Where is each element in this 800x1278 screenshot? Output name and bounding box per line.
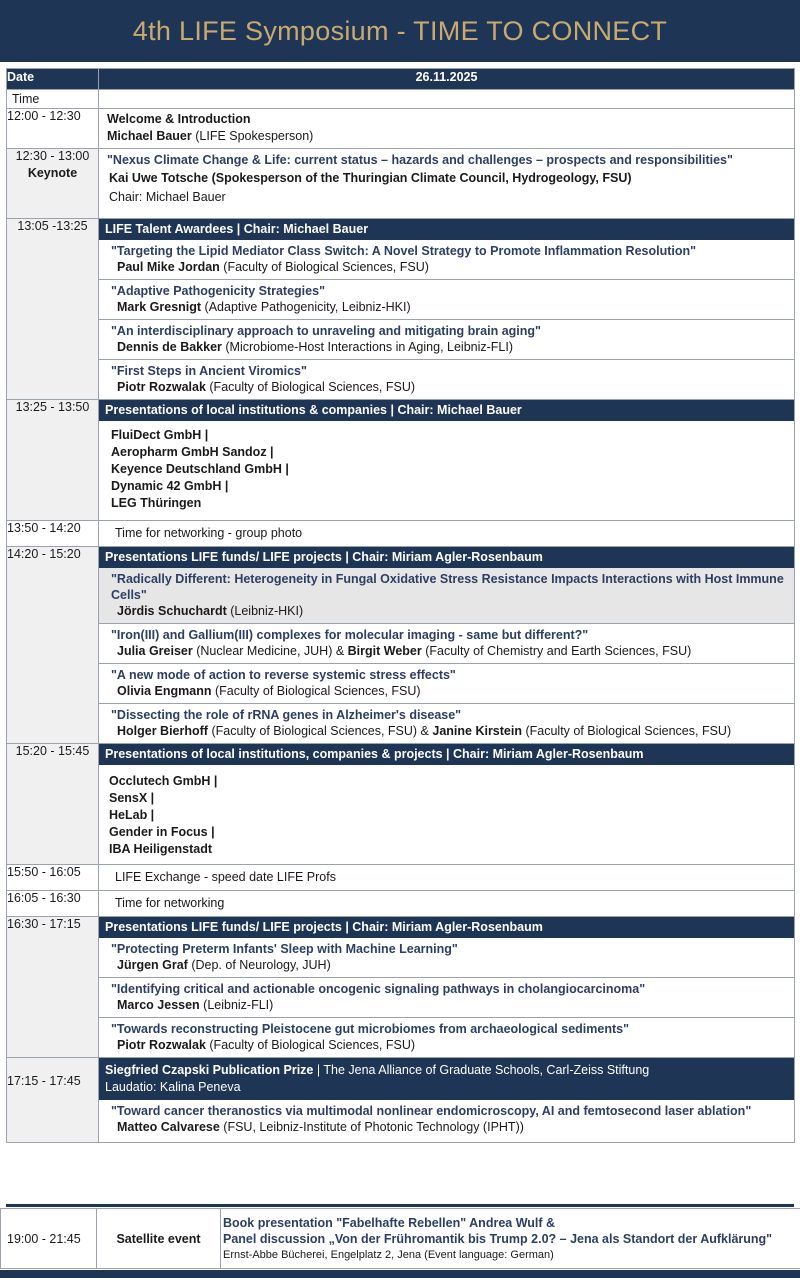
local1-header: Presentations of local institutions & companies | Chair: Michael Bauer	[99, 400, 794, 421]
talk-title: "Protecting Preterm Infants' Sleep with Machine Learning"	[111, 942, 458, 956]
talk-affil: (Faculty of Biological Sciences, FSU)	[522, 724, 732, 738]
institution-item: HeLab |	[109, 808, 155, 822]
talk-speaker: Mark Gresnigt	[117, 300, 202, 314]
satellite-table	[0, 1208, 800, 1269]
row-network1	[7, 521, 795, 547]
talent-talk	[99, 319, 794, 359]
time-keynote: 12:30 - 13:00	[15, 149, 90, 163]
prize-sponsor: | The Jena Alliance of Graduate Schools, Carl-Zeiss Stiftung	[313, 1063, 650, 1077]
institution-item: SensX |	[109, 791, 155, 805]
funds2-header: Presentations LIFE funds/ LIFE projects | Chair: Miriam Agler-Rosenbaum	[99, 917, 794, 938]
prize-laudatio: Laudatio: Kalina Peneva	[105, 1080, 241, 1094]
time-network2: 16:05 - 16:30	[7, 891, 99, 917]
talk-affil: (Nuclear Medicine, JUH) &	[192, 644, 348, 658]
network2-text: Time for networking	[115, 896, 225, 910]
funds1-talk	[99, 568, 794, 623]
talk-speaker: Matteo Calvarese	[117, 1120, 220, 1134]
talk-affil: (Faculty of Biological Sciences, FSU)	[211, 684, 421, 698]
page-header	[0, 0, 800, 62]
time-local1: 13:25 - 13:50	[7, 400, 99, 521]
keynote-chair: Chair: Michael Bauer	[109, 190, 226, 204]
institution-item: Gender in Focus |	[109, 825, 215, 839]
talent-talk	[99, 359, 794, 399]
talk-affil: (FSU, Leibniz-Institute of Photonic Technology (IPHT))	[219, 1120, 524, 1134]
time-welcome: 12:00 - 12:30	[7, 109, 99, 149]
talk-speaker: Dennis de Bakker	[117, 340, 222, 354]
prize-name: Siegfried Czapski Publication Prize	[105, 1063, 314, 1077]
prize-talk	[99, 1100, 794, 1142]
welcome-affil: (LIFE Spokesperson)	[191, 129, 314, 143]
keynote-label: Keynote	[27, 166, 78, 180]
talk-title: "Radically Different: Heterogeneity in Fungal Oxidative Stress Resistance Impacts Interactions with Host Immune Cells"	[111, 572, 784, 602]
talk-title: "Targeting the Lipid Mediator Class Switch: A Novel Strategy to Promote Inflammation Resolution"	[111, 244, 697, 258]
row-keynote	[7, 149, 795, 219]
funds2-talk	[99, 938, 794, 977]
talk-title: "Towards reconstructing Pleistocene gut microbiomes from archaeological sediments"	[111, 1022, 629, 1036]
talk-title: "Dissecting the role of rRNA genes in Alzheimer's disease"	[111, 708, 462, 722]
talk-speaker: Piotr Rozwalak	[117, 1038, 206, 1052]
time-label-row	[7, 90, 795, 109]
talk-speaker: Janine Kirstein	[432, 724, 522, 738]
funds1-talk	[99, 623, 794, 663]
row-welcome	[7, 109, 795, 149]
exchange-text: LIFE Exchange - speed date LIFE Profs	[115, 870, 336, 884]
talk-speaker: Marco Jessen	[117, 998, 200, 1012]
talk-affil: (Faculty of Biological Sciences, FSU)	[205, 1038, 416, 1052]
talent-talk	[99, 240, 794, 279]
time-label: Time	[7, 90, 99, 109]
talk-affil: (Dep. of Neurology, JUH)	[187, 958, 331, 972]
row-funds2	[7, 917, 795, 1058]
date-value: 26.11.2025	[99, 69, 795, 90]
institution-item: IBA Heiligenstadt	[109, 842, 213, 856]
institution-item: FluiDect GmbH |	[111, 428, 209, 442]
institution-item: Keyence Deutschland GmbH |	[111, 462, 289, 476]
institution-item: LEG Thüringen	[111, 496, 202, 510]
talk-affil: (Leibniz-HKI)	[226, 604, 304, 618]
row-network2	[7, 891, 795, 917]
welcome-speaker: Michael Bauer	[107, 129, 192, 143]
talk-speaker: Olivia Engmann	[117, 684, 212, 698]
network1-text: Time for networking - group photo	[115, 526, 303, 540]
talent-talk	[99, 279, 794, 319]
divider	[6, 1204, 794, 1207]
institution-item: Occlutech GmbH |	[109, 774, 218, 788]
institution-item: Dynamic 42 GmbH |	[111, 479, 229, 493]
keynote-title: "Nexus Climate Change & Life: current status – hazards and challenges – prospects and responsibilities"	[107, 153, 733, 167]
row-talent	[7, 219, 795, 400]
welcome-title: Welcome & Introduction	[107, 112, 251, 126]
time-satellite: 19:00 - 21:45	[1, 1209, 97, 1269]
talk-affil: (Faculty of Chemistry and Earth Sciences, FSU)	[421, 644, 692, 658]
talk-title: "First Steps in Ancient Viromics"	[111, 364, 307, 378]
time-exchange: 15:50 - 16:05	[7, 865, 99, 891]
time-funds2: 16:30 - 17:15	[7, 917, 99, 1058]
talk-title: "Identifying critical and actionable oncogenic signaling pathways in cholangiocarcinoma"	[111, 982, 646, 996]
talk-title: "An interdisciplinary approach to unraveling and mitigating brain aging"	[111, 324, 541, 338]
row-local1	[7, 400, 795, 521]
talk-speaker: Piotr Rozwalak	[117, 380, 206, 394]
talent-header: LIFE Talent Awardees | Chair: Michael Bauer	[99, 219, 794, 240]
time-talent: 13:05 -13:25	[7, 219, 99, 400]
talk-affil: (Adaptive Pathogenicity, Leibniz-HKI)	[201, 300, 411, 314]
talk-affil: (Microbiome-Host Interactions in Aging, Leibniz-FLI)	[221, 340, 514, 354]
talk-speaker: Julia Greiser	[117, 644, 193, 658]
talk-speaker: Birgit Weber	[347, 644, 422, 658]
local2-header: Presentations of local institutions, companies & projects | Chair: Miriam Agler-Rosenbaum	[99, 744, 794, 765]
footer-bar	[0, 1270, 800, 1278]
time-local2: 15:20 - 15:45	[7, 744, 99, 865]
time-funds1: 14:20 - 15:20	[7, 547, 99, 744]
talk-affil: (Faculty of Biological Sciences, FSU)	[205, 380, 416, 394]
satellite-line2: Panel discussion „Von der Frühromantik bis Trump 2.0? – Jena als Standort der Aufklärung"	[223, 1231, 773, 1246]
talk-title: "Adaptive Pathogenicity Strategies"	[111, 284, 325, 298]
satellite-label: Satellite event	[97, 1209, 221, 1269]
row-funds1	[7, 547, 795, 744]
satellite-venue: Ernst-Abbe Bücherei, Engelplatz 2, Jena (Event language: German)	[223, 1248, 554, 1261]
talk-affil: (Faculty of Biological Sciences, FSU)	[219, 260, 429, 274]
row-local2	[7, 744, 795, 865]
row-satellite	[1, 1209, 800, 1269]
talk-title: "A new mode of action to reverse systemic stress effects"	[111, 668, 456, 682]
funds2-talk	[99, 977, 794, 1017]
funds1-header: Presentations LIFE funds/ LIFE projects | Chair: Miriam Agler-Rosenbaum	[99, 547, 794, 568]
talk-title: "Toward cancer theranostics via multimodal nonlinear endomicroscopy, AI and femtosecond laser ablation"	[111, 1104, 752, 1118]
row-prize	[7, 1058, 795, 1143]
time-network1: 13:50 - 14:20	[7, 521, 99, 547]
talk-affil: (Leibniz-FLI)	[199, 998, 274, 1012]
funds1-talk	[99, 703, 794, 743]
satellite-line1: Book presentation "Fabelhafte Rebellen" Andrea Wulf &	[223, 1215, 556, 1230]
funds1-talk	[99, 663, 794, 703]
talk-speaker: Jürgen Graf	[117, 958, 188, 972]
time-prize: 17:15 - 17:45	[7, 1058, 99, 1143]
date-row	[7, 69, 795, 90]
keynote-speaker: Kai Uwe Totsche (Spokesperson of the Thuringian Climate Council, Hydrogeology, FSU)	[109, 171, 632, 185]
program-table	[6, 68, 795, 1143]
institution-item: Aeropharm GmbH Sandoz |	[111, 445, 274, 459]
page-title: 4th LIFE Symposium - TIME TO CONNECT	[132, 15, 668, 46]
date-label: Date	[7, 69, 99, 90]
funds2-talk	[99, 1017, 794, 1057]
talk-title: "Iron(III) and Gallium(III) complexes for molecular imaging - same but different?"	[111, 628, 589, 642]
talk-speaker: Holger Bierhoff	[117, 724, 208, 738]
talk-affil: (Faculty of Biological Sciences, FSU) &	[207, 724, 433, 738]
prize-header	[99, 1058, 794, 1100]
talk-speaker: Paul Mike Jordan	[117, 260, 220, 274]
talk-speaker: Jördis Schuchardt	[117, 604, 227, 618]
row-exchange	[7, 865, 795, 891]
